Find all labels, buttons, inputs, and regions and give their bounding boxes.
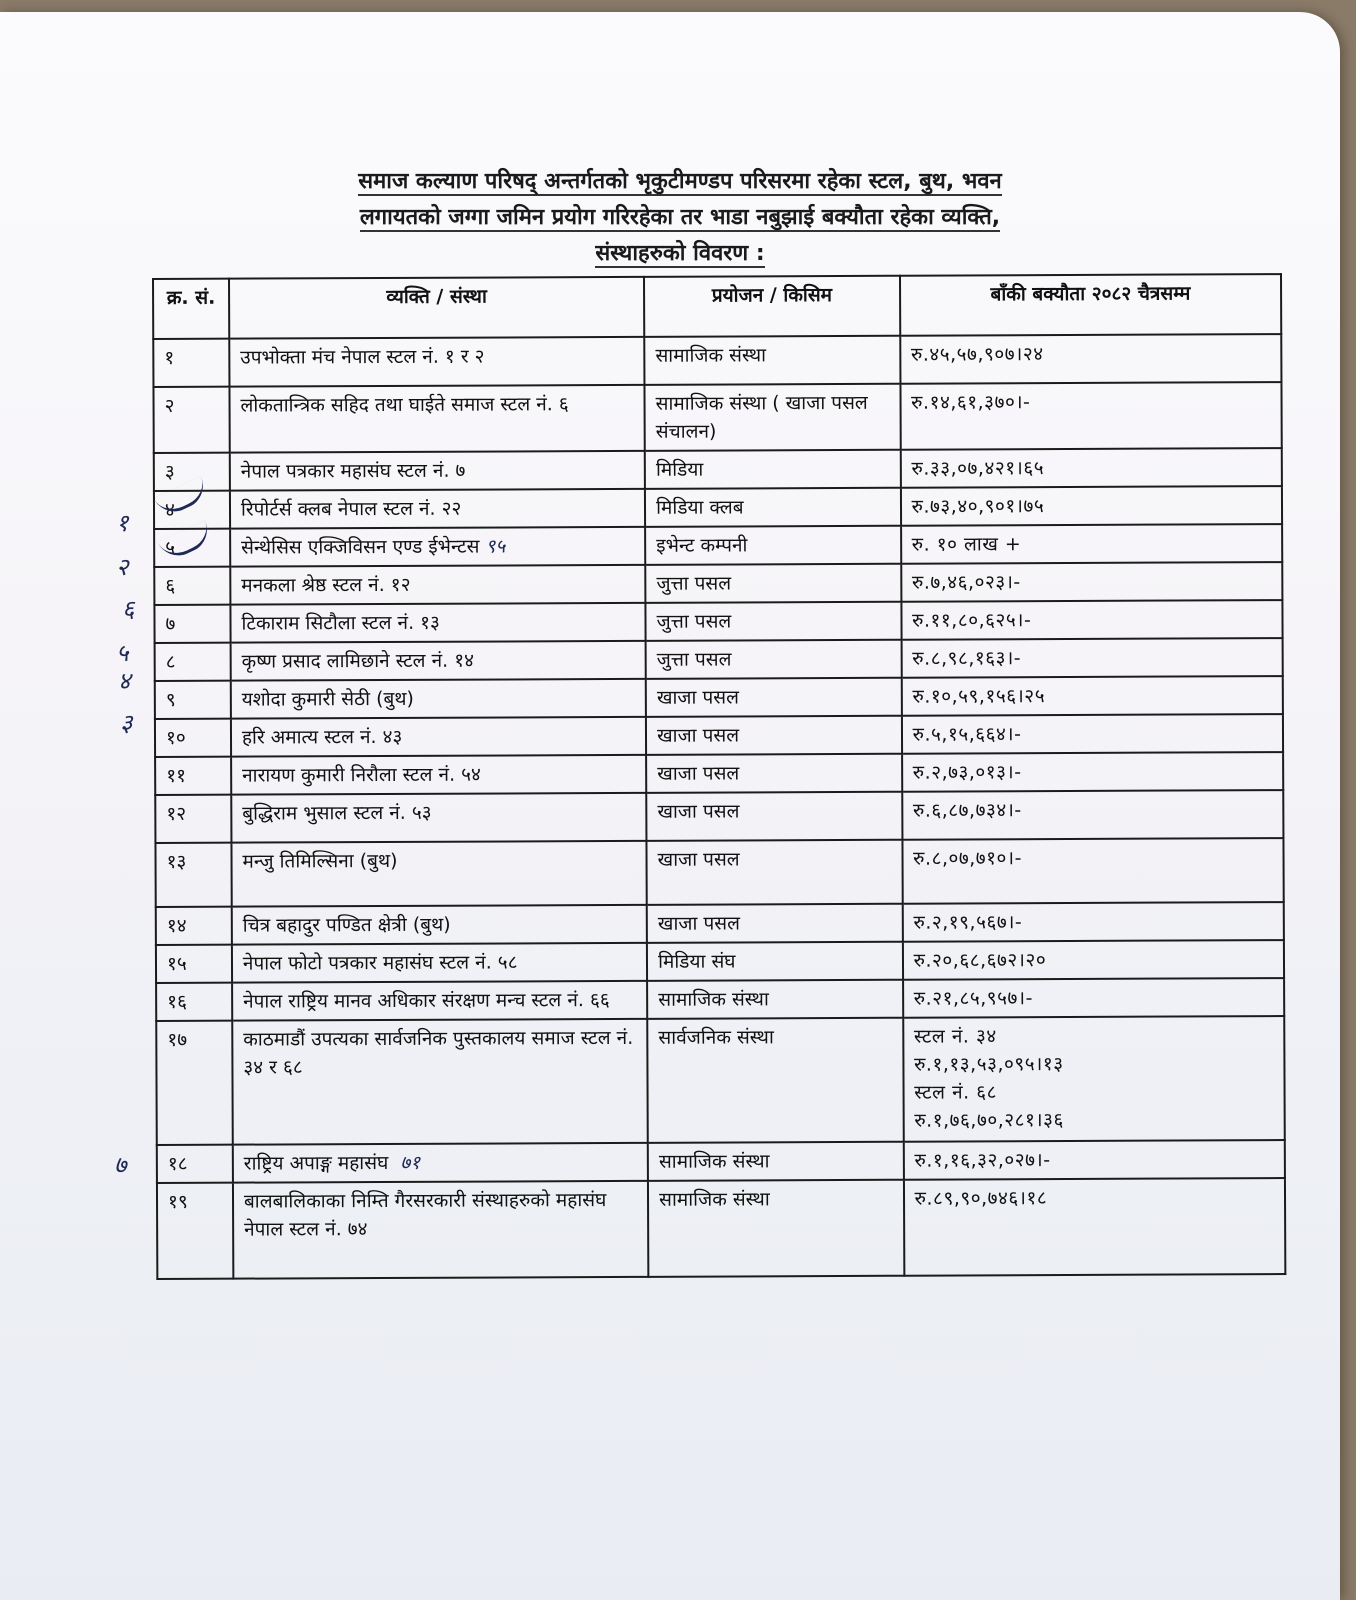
header-outstanding-amount: बाँकी बक्यौता २०८२ चैत्रसम्म [900,274,1282,336]
margin-note: ४ [118,667,131,695]
row-serial: १ [153,339,229,387]
row-type: इभेन्ट कम्पनी [645,526,901,565]
row-name: रिपोर्टर्स क्लब नेपाल स्टल नं. २२ [230,489,645,529]
row-type: खाजा पसल [646,754,902,793]
row-name-text: राष्ट्रिय अपाङ्ग महासंघ [243,1151,389,1175]
table-row [157,1178,1285,1279]
row-amount: रु.६,८७,७३४।- [902,790,1284,840]
table-row [155,714,1283,757]
margin-note: १ [116,509,129,537]
row-name: मनकला श्रेष्ठ स्टल नं. १२ [230,565,645,605]
row-type: मिडिया संघ [647,942,903,981]
table-row [154,448,1282,491]
row-name [233,1143,648,1183]
margin-note: ५ [116,639,129,667]
row-serial: १२ [155,795,231,843]
row-name: नेपाल पत्रकार महासंघ स्टल नं. ७ [230,451,645,491]
row-type: खाजा पसल [647,904,903,943]
row-amount: रु.८,९८,१६३।- [901,638,1283,678]
table-row [154,524,1282,567]
row-type: खाजा पसल [647,840,903,905]
row-type: खाजा पसल [646,792,902,841]
margin-note: ७ [114,1151,127,1179]
table-row [153,334,1281,387]
table-row [153,382,1281,453]
row-amount: रु.१०,५९,१५६।२५ [901,676,1283,716]
row-name: नारायण कुमारी निरौला स्टल नं. ५४ [231,755,646,795]
arrears-table [152,273,1286,1280]
row-type: जुत्ता पसल [646,602,902,641]
table-row [155,638,1283,681]
row-amount: रु.११,८०,६२५।- [901,600,1283,640]
row-amount [903,1016,1285,1142]
table-row [155,790,1283,843]
row-name: उपभोक्ता मंच नेपाल स्टल नं. १ र २ [229,337,644,387]
row-name: हरि अमात्य स्टल नं. ४३ [231,717,646,757]
row-type: सार्वजनिक संस्था [647,1018,903,1143]
table-row [154,600,1282,643]
amount-value-stall-34: रु.१,१३,५३,०९५।१३ [914,1053,1064,1076]
row-amount: रु.७३,४०,९०१।७५ [901,486,1283,526]
row-serial: १६ [156,983,232,1021]
row-serial: १५ [156,945,232,983]
row-amount: रु.८९,९०,७४६।१८ [904,1178,1286,1276]
row-name: मन्जु तिमिल्सिना (बुथ) [231,841,646,907]
row-serial: ३ [154,453,230,491]
row-serial: १३ [155,843,231,907]
row-name: बालबालिकाका निम्ति गैरसरकारी संस्थाहरुको महासंघ नेपाल स्टल नं. ७४ [233,1181,649,1279]
handwritten-annotation: ७१ [400,1151,421,1174]
row-serial: १४ [156,907,232,945]
row-name: टिकाराम सिटौला स्टल नं. १३ [230,603,645,643]
row-type: खाजा पसल [646,678,902,717]
row-type: मिडिया [645,450,901,489]
row-amount: रु.२,१९,५६७।- [902,902,1284,942]
row-serial: ६ [154,567,230,605]
title-line-3: संस्थाहरुको विवरण : [595,241,765,266]
header-serial-number: क्र. सं. [153,279,229,339]
row-type: खाजा पसल [646,716,902,755]
row-name: नेपाल फोटो पत्रकार महासंघ स्टल नं. ५८ [232,943,647,983]
header-person-organization: व्यक्ति / संस्था [229,277,644,339]
row-serial: १० [155,719,231,757]
margin-note: २ [116,553,129,581]
row-serial: ८ [155,643,231,681]
row-amount: रु.७,४६,०२३।- [901,562,1283,602]
row-amount: रु.२०,६८,६७२।२० [903,940,1285,980]
row-serial: ७ [154,605,230,643]
row-amount: रु.२१,८५,९५७।- [903,978,1285,1018]
margin-note: ६ [122,595,135,623]
table-row [155,752,1283,795]
row-amount: रु. १० लाख + [901,524,1283,564]
row-serial: १७ [156,1021,232,1145]
row-type: सामाजिक संस्था [648,1142,904,1181]
table-row [157,1140,1285,1183]
table-header-row [153,274,1281,339]
row-serial: १८ [157,1145,233,1183]
row-name: बुद्धिराम भुसाल स्टल नं. ५३ [231,793,646,843]
row-amount: रु.३३,०७,४२१।६५ [900,448,1282,488]
amount-value-stall-68: रु.१,७६,७०,२८१।३६ [914,1109,1064,1132]
row-serial: २ [153,387,229,453]
row-type: जुत्ता पसल [646,640,902,679]
row-serial: ५ [154,529,230,567]
title-line-2: लगायतको जग्गा जमिन प्रयोग गरिरहेका तर भाडा नबुझाई बक्यौता रहेका व्यक्ति, [359,205,1001,230]
table-row [156,978,1284,1021]
margin-note: ३ [120,709,133,737]
row-name-text: सेन्थेसिस एक्जिविसन एण्ड ईभेन्टस [241,535,480,559]
row-amount: रु.८,०७,७१०।- [902,838,1284,904]
document-title [200,164,1160,272]
row-type: सामाजिक संस्था ( खाजा पसल संचालन) [645,384,901,451]
row-amount: रु.२,७३,०१३।- [902,752,1284,792]
table-row [154,562,1282,605]
row-serial: ९ [155,681,231,719]
row-amount: रु.१४,६१,३७०।- [900,382,1282,450]
row-serial: ४ [154,491,230,529]
table-row [155,838,1283,907]
amount-label-stall-68: स्टल नं. ६८ [914,1081,997,1104]
table-row [156,940,1284,983]
row-name: काठमाडौं उपत्यका सार्वजनिक पुस्तकालय समाज स्टल नं. ३४ र ६८ [232,1019,648,1145]
table-row [155,676,1283,719]
row-type: सामाजिक संस्था [648,1180,904,1277]
row-serial: १९ [157,1183,233,1279]
row-name: कृष्ण प्रसाद लामिछाने स्टल नं. १४ [230,641,645,681]
row-type: सामाजिक संस्था [647,980,903,1019]
document-page [0,12,1340,1600]
row-name: लोकतान्त्रिक सहिद तथा घाईते समाज स्टल नं. ६ [229,385,644,453]
row-type: मिडिया क्लब [645,488,901,527]
row-serial: ११ [155,757,231,795]
row-type: सामाजिक संस्था [644,336,900,385]
row-name: नेपाल राष्ट्रिय मानव अधिकार संरक्षण मन्च स्टल नं. ६६ [232,981,647,1021]
table-row [156,902,1284,945]
table-row [154,486,1282,529]
header-purpose-type: प्रयोजन / किसिम [644,276,900,337]
title-line-1: समाज कल्याण परिषद् अन्तर्गतको भृकुटीमण्डप परिसरमा रहेका स्टल, बुथ, भवन [358,169,1002,194]
amount-label-stall-34: स्टल नं. ३४ [913,1025,997,1048]
handwritten-annotation: ९५ [485,535,506,558]
row-amount: रु.५,१५,६६४।- [902,714,1284,754]
table-row [156,1016,1285,1145]
row-name: चित्र बहादुर पण्डित क्षेत्री (बुथ) [232,905,647,945]
row-name [230,527,645,567]
row-amount: रु.४५,५७,९०७।२४ [900,334,1282,384]
row-amount: रु.१,१६,३२,०२७।- [903,1140,1285,1180]
row-type: जुत्ता पसल [645,564,901,603]
row-name: यशोदा कुमारी सेठी (बुथ) [231,679,646,719]
